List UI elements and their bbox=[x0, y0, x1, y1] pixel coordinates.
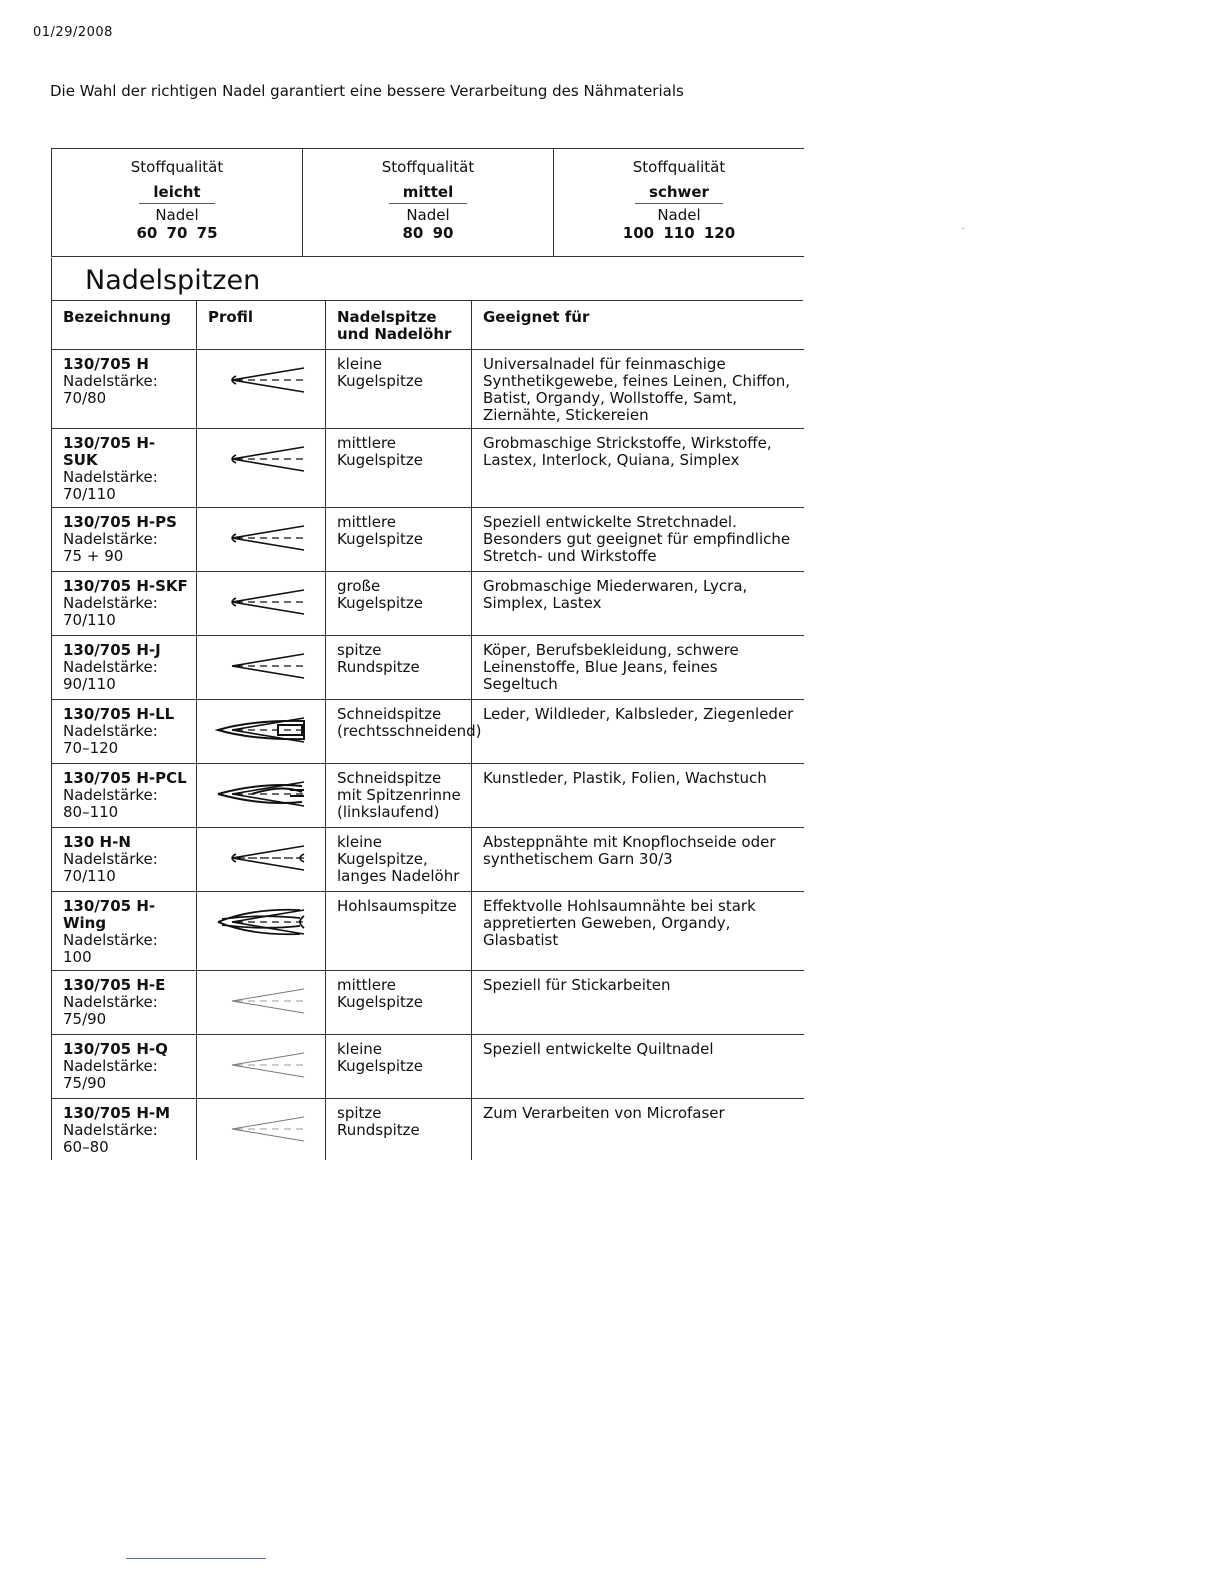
needle-code: 130/705 H-E bbox=[63, 976, 166, 994]
fabric-quality-medium bbox=[303, 149, 554, 256]
suitable-for: Grobmaschige Miederwaren, Lycra, Simplex, Lastex bbox=[472, 572, 804, 636]
needle-point-description: kleine Kugelspitze, langes Nadelöhr bbox=[326, 828, 472, 892]
needle-size-label: Nadelstärke: bbox=[63, 468, 158, 486]
needle-code: 130/705 H-M bbox=[63, 1104, 171, 1122]
fabric-weight: mittel bbox=[389, 183, 467, 204]
needle-size-value: 75/90 bbox=[63, 1074, 107, 1092]
needle-size-value: 80–110 bbox=[63, 803, 119, 821]
column-header-nadelspitze: Nadelspitze und Nadelöhr bbox=[326, 301, 472, 350]
needle-code: 130/705 H-J bbox=[63, 641, 161, 659]
needle-profile-cell bbox=[197, 572, 326, 636]
table-row bbox=[52, 1099, 804, 1161]
fabric-quality-heavy bbox=[554, 149, 804, 256]
needle-size-value: 75/90 bbox=[63, 1010, 107, 1028]
table-row bbox=[52, 892, 804, 971]
needle-point-description: kleine Kugelspitze bbox=[326, 1035, 472, 1099]
needle-size-label: Nadelstärke: bbox=[63, 931, 158, 949]
table-row bbox=[52, 508, 804, 572]
suitable-for: Leder, Wildleder, Kalbsleder, Ziegenleder bbox=[472, 700, 804, 764]
needle-point-description: spitze Rundspitze bbox=[326, 1099, 472, 1161]
column-header-bezeichnung: Bezeichnung bbox=[52, 301, 197, 350]
needle-size-value: 70/110 bbox=[63, 485, 116, 503]
fabric-quality-header: Stoffqualität bbox=[632, 158, 726, 176]
needle-designation bbox=[52, 1035, 197, 1099]
suitable-for: Effektvolle Hohlsaumnähte bei stark appretierten Geweben, Organdy, Glasbatist bbox=[472, 892, 804, 971]
needle-size-label: Nadelstärke: bbox=[63, 850, 158, 868]
needle-profile-cell bbox=[197, 508, 326, 572]
needle-profile-cell bbox=[197, 828, 326, 892]
needle-size-label: Nadelstärke: bbox=[63, 1057, 158, 1075]
needle-size-label: Nadelstärke: bbox=[63, 658, 158, 676]
needle-profile-cell bbox=[197, 636, 326, 700]
table-row bbox=[52, 700, 804, 764]
needle-profile-cell bbox=[197, 700, 326, 764]
needle-code: 130/705 H-PS bbox=[63, 513, 177, 531]
suitable-for: Universalnadel für feinmaschige Synthetikgewebe, feines Leinen, Chiffon, Batist, Organdy, Wollstoffe, Samt, Ziernähte, Stickereien bbox=[472, 350, 804, 429]
intro-text: Die Wahl der richtigen Nadel garantiert eine bessere Verarbeitung des Nähmaterials bbox=[50, 82, 684, 100]
needle-designation bbox=[52, 636, 197, 700]
needle-profile-cell bbox=[197, 350, 326, 429]
table-row bbox=[52, 764, 804, 828]
table-row bbox=[52, 1035, 804, 1099]
needle-designation bbox=[52, 828, 197, 892]
suitable-for: Speziell entwickelte Quiltnadel bbox=[472, 1035, 804, 1099]
needle-designation bbox=[52, 700, 197, 764]
needle-point-description: kleine Kugelspitze bbox=[326, 350, 472, 429]
needle-designation bbox=[52, 429, 197, 508]
suitable-for: Köper, Berufsbekleidung, schwere Leinenstoffe, Blue Jeans, feines Segeltuch bbox=[472, 636, 804, 700]
table-row bbox=[52, 828, 804, 892]
suitable-for: Grobmaschige Strickstoffe, Wirkstoffe, Lastex, Interlock, Quiana, Simplex bbox=[472, 429, 804, 508]
needle-code: 130/705 H-SUK bbox=[63, 434, 156, 469]
needle-size-label: Nadelstärke: bbox=[63, 594, 158, 612]
suitable-for: Zum Verarbeiten von Microfaser bbox=[483, 1104, 725, 1122]
fabric-quality-header: Stoffqualität bbox=[130, 158, 224, 176]
needle-size-label: Nadelstärke: bbox=[63, 372, 158, 390]
table-row bbox=[52, 572, 804, 636]
needle-profile-cell bbox=[197, 892, 326, 971]
needle-code: 130/705 H-LL bbox=[63, 705, 175, 723]
fabric-quality-table bbox=[51, 148, 804, 257]
suitable-for: Kunstleder, Plastik, Folien, Wachstuch bbox=[472, 764, 804, 828]
needle-point-description: große Kugelspitze bbox=[326, 572, 472, 636]
needle-sizes: 80 90 bbox=[402, 224, 454, 242]
table-row bbox=[52, 971, 804, 1035]
suitable-for: Speziell für Stickarbeiten bbox=[472, 971, 804, 1035]
needle-point-description: mittlere Kugelspitze bbox=[326, 429, 472, 508]
needle-profile-microtex-icon bbox=[212, 1113, 310, 1145]
needle-size-label: Nadelstärke: bbox=[63, 786, 158, 804]
needle-size-label: Nadelstärke: bbox=[63, 722, 158, 740]
needle-size-label: Nadelstärke: bbox=[63, 1121, 158, 1139]
needle-sizes: 100 110 120 bbox=[622, 224, 736, 242]
needle-profile-sharp-icon bbox=[212, 650, 310, 682]
needle-size-value: 90/110 bbox=[63, 675, 116, 693]
fabric-weight: leicht bbox=[139, 183, 214, 204]
needle-point-description: Schneidspitze mit Spitzenrinne (linkslaufend) bbox=[326, 764, 472, 828]
needle-profile-embroidery-icon bbox=[212, 985, 310, 1017]
needle-point-description: Hohlsaumspitze bbox=[326, 892, 472, 971]
needle-size-label: Nadelstärke: bbox=[63, 993, 158, 1011]
needle-designation bbox=[52, 892, 197, 971]
needle-profile-cell bbox=[197, 429, 326, 508]
table-row bbox=[52, 429, 804, 508]
suitable-for: Absteppnähte mit Knopflochseide oder synthetischem Garn 30/3 bbox=[472, 828, 804, 892]
needle-designation bbox=[52, 971, 197, 1035]
document-date: 01/29/2008 bbox=[33, 25, 113, 40]
needle-point-description: mittlere Kugelspitze bbox=[326, 508, 472, 572]
needle-size-value: 70–120 bbox=[63, 739, 119, 757]
needle-label: Nadel bbox=[406, 206, 450, 224]
needle-profile-small-ball-icon bbox=[212, 364, 310, 396]
column-header-profil: Profil bbox=[197, 301, 326, 350]
needle-profile-wing-icon bbox=[212, 906, 310, 938]
needle-profile-cell bbox=[197, 764, 326, 828]
needle-label: Nadel bbox=[155, 206, 199, 224]
suitable-for: Speziell entwickelte Stretchnadel. Besonders gut geeignet für empfindliche Stretch- und Wirkstoffe bbox=[472, 508, 804, 572]
needle-profile-cutting-groove-icon bbox=[212, 778, 310, 810]
needle-code: 130/705 H-PCL bbox=[63, 769, 187, 787]
needle-label: Nadel bbox=[657, 206, 701, 224]
needle-size-value: 70/80 bbox=[63, 389, 107, 407]
needle-profile-long-eye-icon bbox=[212, 842, 310, 874]
footer-rule bbox=[126, 1558, 266, 1559]
needle-profile-cell bbox=[197, 971, 326, 1035]
needle-size-value: 100 bbox=[63, 948, 92, 966]
needle-designation bbox=[52, 350, 197, 429]
scan-speck bbox=[962, 228, 964, 229]
needle-profile-stretch-icon bbox=[212, 522, 310, 554]
needle-profile-cell bbox=[197, 1035, 326, 1099]
needle-size-value: 70/110 bbox=[63, 867, 116, 885]
needle-profile-cell bbox=[197, 1099, 326, 1161]
needle-profile-medium-ball-icon bbox=[212, 443, 310, 475]
column-header-geeignet: Geeignet für bbox=[472, 301, 804, 350]
needle-profile-leather-icon bbox=[212, 714, 310, 746]
needle-code: 130/705 H-Wing bbox=[63, 897, 156, 932]
needle-designation bbox=[52, 1099, 197, 1161]
fabric-weight: schwer bbox=[635, 183, 723, 204]
needle-size-label: Nadelstärke: bbox=[63, 530, 158, 548]
needle-profile-quilting-icon bbox=[212, 1049, 310, 1081]
table-header-row bbox=[52, 301, 804, 350]
needle-designation bbox=[52, 572, 197, 636]
needle-point-description: mittlere Kugelspitze bbox=[326, 971, 472, 1035]
needle-code: 130/705 H bbox=[63, 355, 149, 373]
needle-designation bbox=[52, 508, 197, 572]
needle-designation bbox=[52, 764, 197, 828]
table-row bbox=[52, 350, 804, 429]
needle-size-value: 60–80 bbox=[63, 1138, 109, 1156]
table-row bbox=[52, 636, 804, 700]
needle-point-description: spitze Rundspitze bbox=[326, 636, 472, 700]
needle-code: 130/705 H-Q bbox=[63, 1040, 168, 1058]
fabric-quality-header: Stoffqualität bbox=[381, 158, 475, 176]
needle-point-description: Schneidspitze (rechtsschneidend) bbox=[326, 700, 472, 764]
section-title: Nadelspitzen bbox=[51, 258, 803, 301]
fabric-quality-light bbox=[52, 149, 303, 256]
needle-points-section bbox=[51, 258, 803, 1160]
needle-points-table bbox=[51, 301, 804, 1160]
needle-size-value: 75 + 90 bbox=[63, 547, 124, 565]
needle-code: 130 H-N bbox=[63, 833, 131, 851]
needle-size-value: 70/110 bbox=[63, 611, 116, 629]
needle-profile-large-ball-icon bbox=[212, 586, 310, 618]
needle-code: 130/705 H-SKF bbox=[63, 577, 188, 595]
needle-sizes: 60 70 75 bbox=[136, 224, 218, 242]
